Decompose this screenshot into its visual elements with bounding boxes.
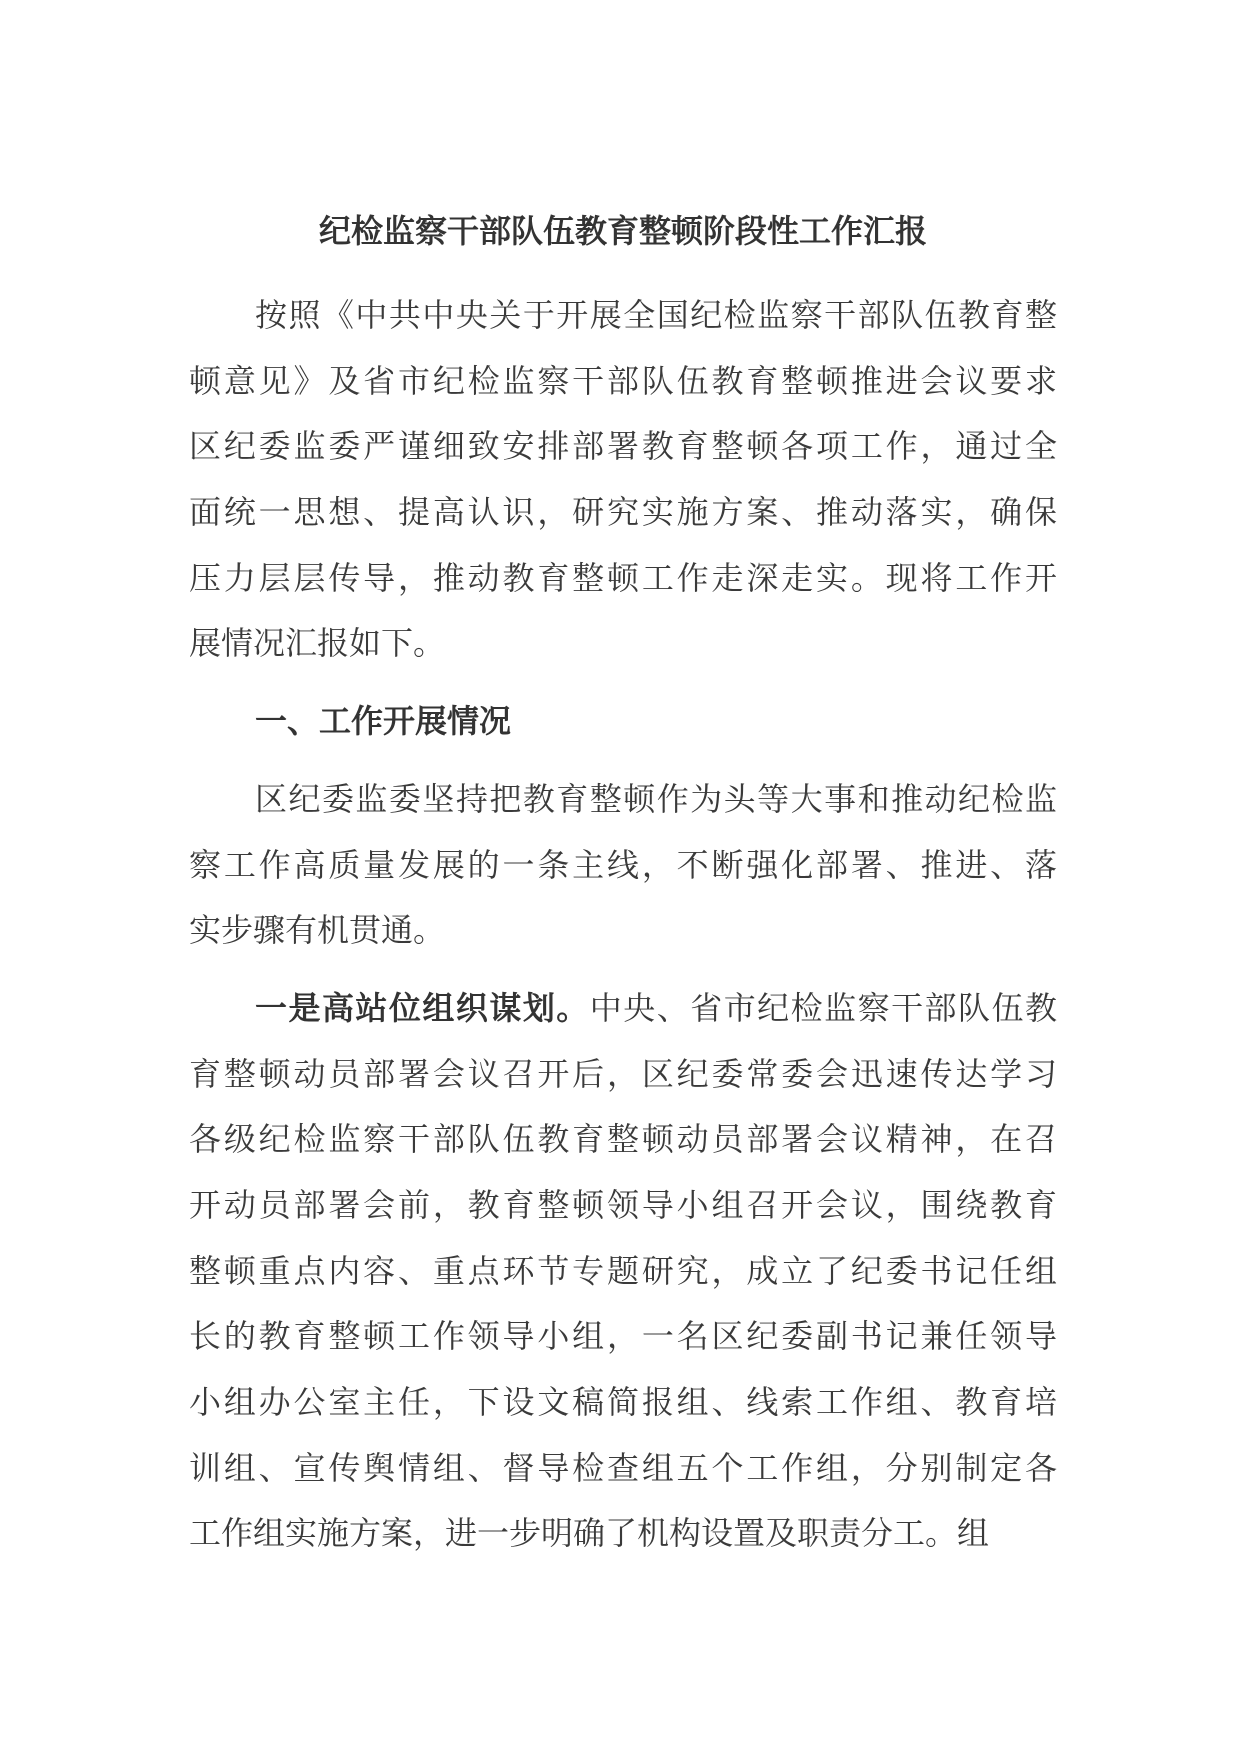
paragraph-line: 整顿重点内容、重点环节专题研究，成立了纪委书记任组 [189,1251,1057,1290]
paragraph-line: 开动员部署会前，教育整顿领导小组召开会议，围绕教育 [189,1185,1057,1224]
paragraph [189,976,1057,1567]
paragraph-line: 育整顿动员部署会议召开后，区纪委常委会迅速传达学习 [189,1054,1057,1093]
paragraph-line: 一是高站位组织谋划。中央、省市纪检监察干部队伍教 [255,988,1057,1027]
paragraph-line: 展情况汇报如下。 [189,624,446,663]
section-heading [189,689,1057,755]
paragraph [189,283,1057,677]
paragraph-line: 察工作高质量发展的一条主线，不断强化部署、推进、落 [189,845,1057,884]
paragraph-lead: 一是高站位组织谋划。 [255,988,590,1027]
paragraph-line: 训组、宣传舆情组、督导检查组五个工作组，分别制定各 [189,1448,1057,1487]
paragraph-line: 区纪委监委严谨细致安排部署教育整顿各项工作，通过全 [189,427,1057,466]
section-heading-text: 一、工作开展情况 [255,702,512,741]
paragraph-line: 区纪委监委坚持把教育整顿作为头等大事和推动纪检监 [255,779,1057,818]
paragraph-line: 工作组实施方案，进一步明确了机构设置及职责分工。组 [189,1514,990,1553]
document-title: 纪检监察干部队伍教育整顿阶段性工作汇报 [318,212,927,250]
paragraph-line: 面统一思想、提高认识，研究实施方案、推动落实，确保 [189,493,1057,532]
paragraph-line: 长的教育整顿工作领导小组，一名区纪委副书记兼任领导 [189,1317,1057,1356]
paragraph-line: 各级纪检监察干部队伍教育整顿动员部署会议精神，在召 [189,1120,1057,1159]
document-body [189,283,1057,1579]
paragraph-line: 按照《中共中央关于开展全国纪检监察干部队伍教育整 [255,296,1057,334]
paragraph-line: 顿意见》及省市纪检监察干部队伍教育整顿推进会议要求 [189,361,1057,400]
paragraph-line: 实步骤有机贯通。 [189,911,446,950]
paragraph [189,767,1057,964]
paragraph-line: 小组办公室主任，下设文稿简报组、线索工作组、教育培 [189,1383,1057,1421]
paragraph-line: 压力层层传导，推动教育整顿工作走深走实。现将工作开 [189,558,1057,597]
